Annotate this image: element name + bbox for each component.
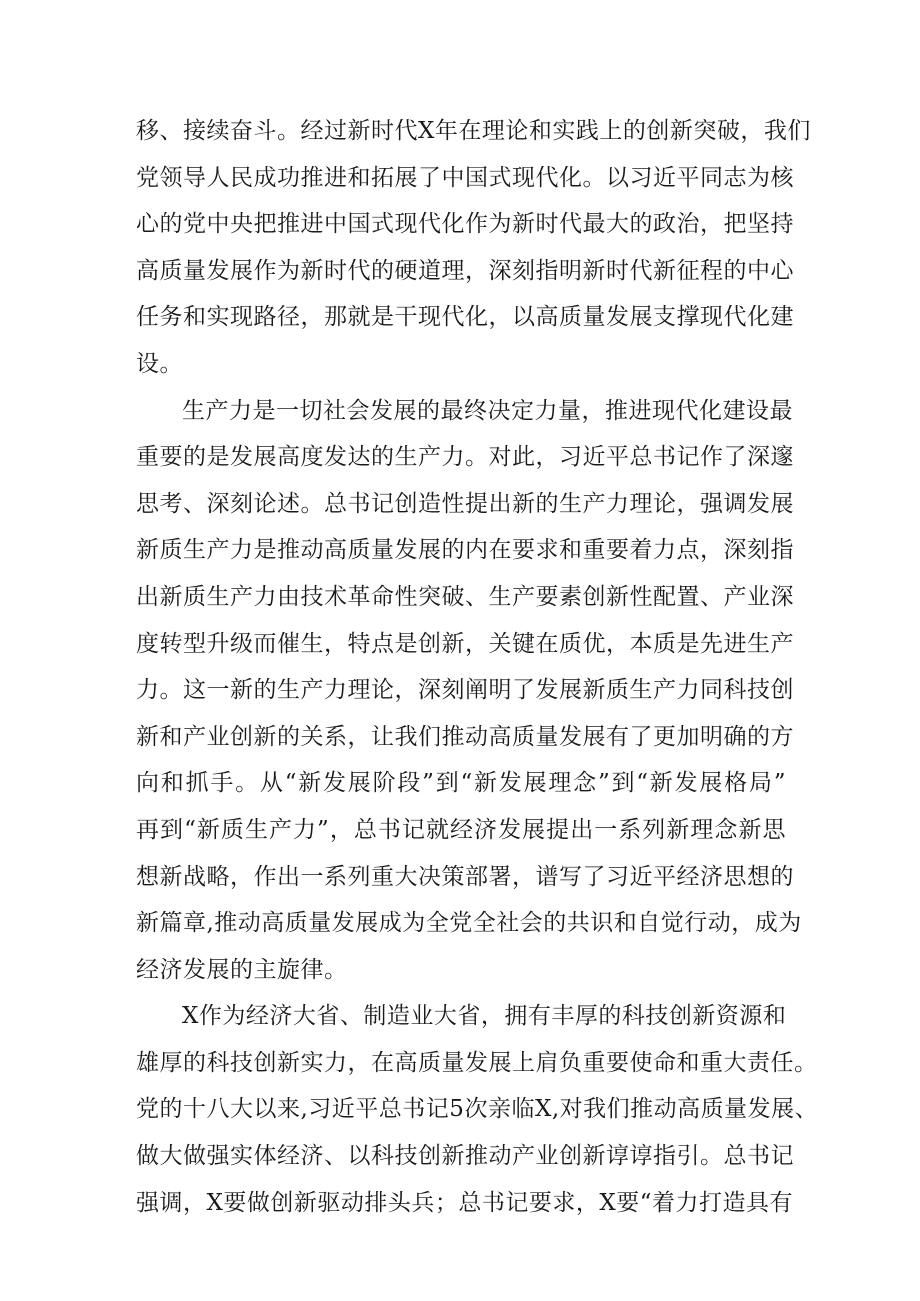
text-line: 再到“新质生产力”，总书记就经济发展提出一系列新理念新思 (136, 816, 786, 843)
text-line: 新质生产力是推动高质量发展的内在要求和重要着力点，深刻指 (136, 537, 794, 564)
text-line: 高质量发展作为新时代的硬道理，深刻指明新时代新征程的中心 (136, 257, 794, 284)
paragraph-2 (136, 388, 802, 994)
text-line: 做大做强实体经济、以科技创新推动产业创新谆谆指引。总书记 (136, 1143, 794, 1170)
paragraph-1 (136, 108, 811, 388)
text-line: 心的党中央把推进中国式现代化作为新时代最大的政治，把坚持 (136, 211, 794, 238)
text-line: 重要的是发展高度发达的生产力。对此，习近平总书记作了深邃 (136, 444, 794, 471)
text-line: 移、接续奋斗。经过新时代X年在理论和实践上的创新突破，我们 (136, 118, 811, 144)
text-line: 想新战略，作出一系列重大决策部署，谱写了习近平经济思想的 (136, 863, 794, 890)
text-line: 向和抓手。从“新发展阶段”到“新发展理念”到“新发展格局” (136, 770, 786, 797)
paragraph-3 (136, 993, 819, 1226)
text-line: 新篇章,推动高质量发展成为全党全社会的共识和自觉行动，成为 (136, 910, 802, 937)
text-line: X作为经济大省、制造业大省，拥有丰厚的科技创新资源和 (182, 1003, 787, 1030)
text-line: 党领导人民成功推进和拓展了中国式现代化。以习近平同志为核 (136, 164, 794, 191)
text-line: 出新质生产力由技术革命性突破、生产要素创新性配置、产业深 (136, 583, 794, 610)
body-text (136, 108, 819, 1226)
text-line: 设。 (136, 350, 183, 377)
text-line: 经济发展的主旋律。 (136, 956, 348, 983)
text-line: 度转型升级而催生，特点是创新，关键在质优，本质是先进生产 (136, 630, 794, 657)
text-line: 力。这一新的生产力理论，深刻阐明了发展新质生产力同科技创 (136, 677, 794, 704)
text-line: 新和产业创新的关系，让我们推动高质量发展有了更加明确的方 (136, 723, 794, 750)
text-line: 强调，X要做创新驱动排头兵；总书记要求，X要“着力打造具有 (136, 1189, 794, 1216)
text-line: 雄厚的科技创新实力，在高质量发展上肩负重要使命和重大责任。 (136, 1049, 818, 1076)
text-line: 思考、深刻论述。总书记创造性提出新的生产力理论，强调发展 (136, 490, 794, 517)
text-line: 任务和实现路径，那就是干现代化，以高质量发展支撑现代化建 (136, 304, 794, 331)
text-line: 生产力是一切社会发展的最终决定力量，推进现代化建设最 (182, 397, 793, 424)
text-line: 党的十八大以来,习近平总书记5次亲临X,对我们推动高质量发展、 (136, 1096, 819, 1123)
